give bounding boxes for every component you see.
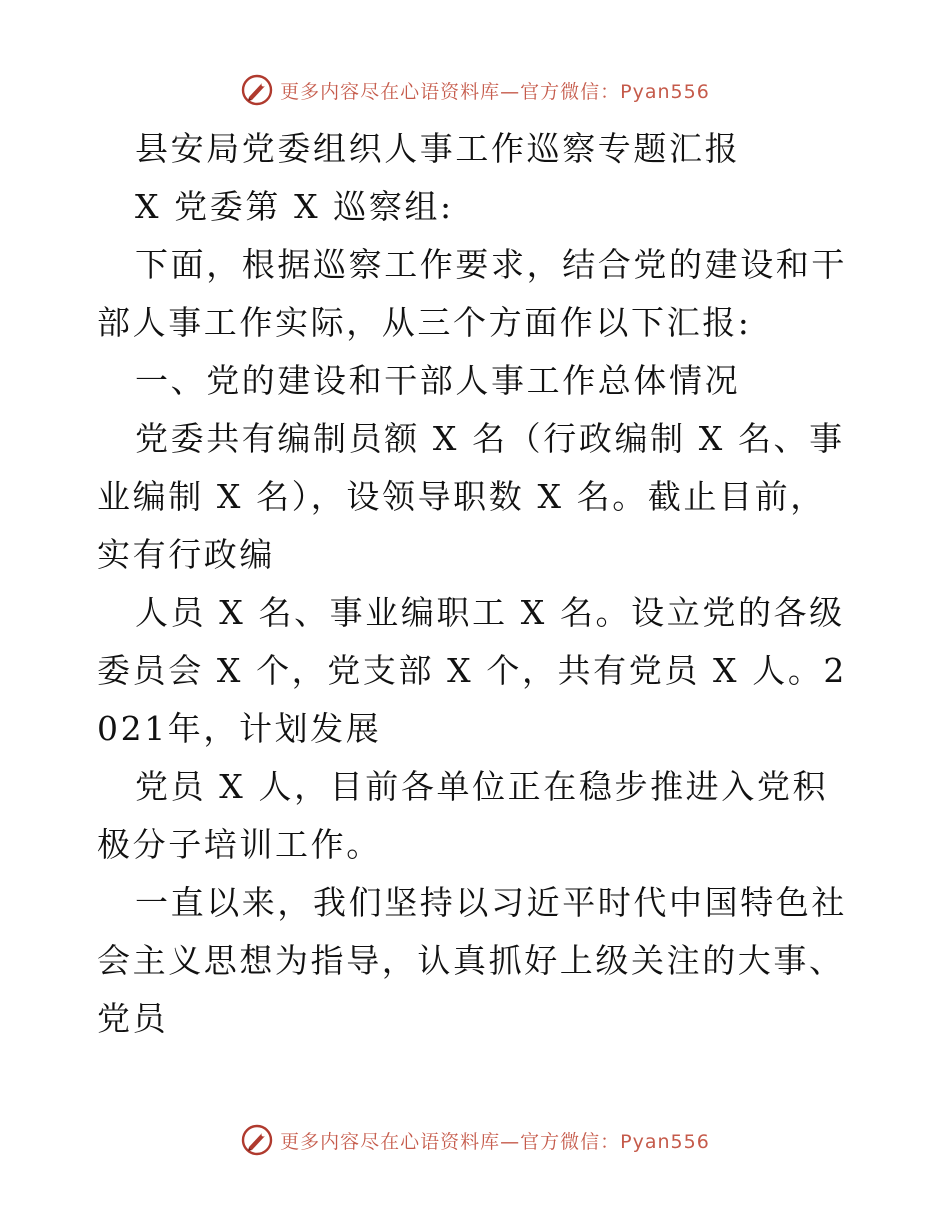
pen-in-circle-icon: [240, 1123, 274, 1157]
watermark-text: 更多内容尽在心语资料库—官方微信：Pyan556: [280, 80, 710, 103]
document-title: 县安局党委组织人事工作巡察专题汇报: [135, 129, 741, 168]
paragraph: 下面，根据巡察工作要求，结合党的建设和干部人事工作实际，从三个方面作以下汇报:: [97, 245, 847, 342]
paragraph: 党员 X 人，目前各单位正在稳步推进入党积极分子培训工作。: [97, 767, 829, 864]
paragraph: 一直以来，我们坚持以习近平时代中国特色社会主义思想为指导，认真抓好上级关注的大事、党员: [97, 883, 847, 1038]
salutation: X 党委第 X 巡察组:: [135, 187, 454, 226]
footer-watermark: [0, 1120, 950, 1160]
section-heading: 一、党的建设和干部人事工作总体情况: [135, 361, 741, 400]
header-watermark: [0, 70, 950, 110]
pen-in-circle-icon: [240, 73, 274, 107]
document-body: [97, 120, 857, 1048]
paragraph: 党委共有编制员额 X 名（行政编制 X 名、事业编制 X 名），设领导职数 X 名。截止目前，实有行政编: [97, 419, 845, 574]
watermark-text: 更多内容尽在心语资料库—官方微信：Pyan556: [280, 1130, 710, 1153]
paragraph: 人员 X 名、事业编职工 X 名。设立党的各级委员会 X 个，党支部 X 个，共有党员 X 人。2021年，计划发展: [97, 593, 848, 748]
